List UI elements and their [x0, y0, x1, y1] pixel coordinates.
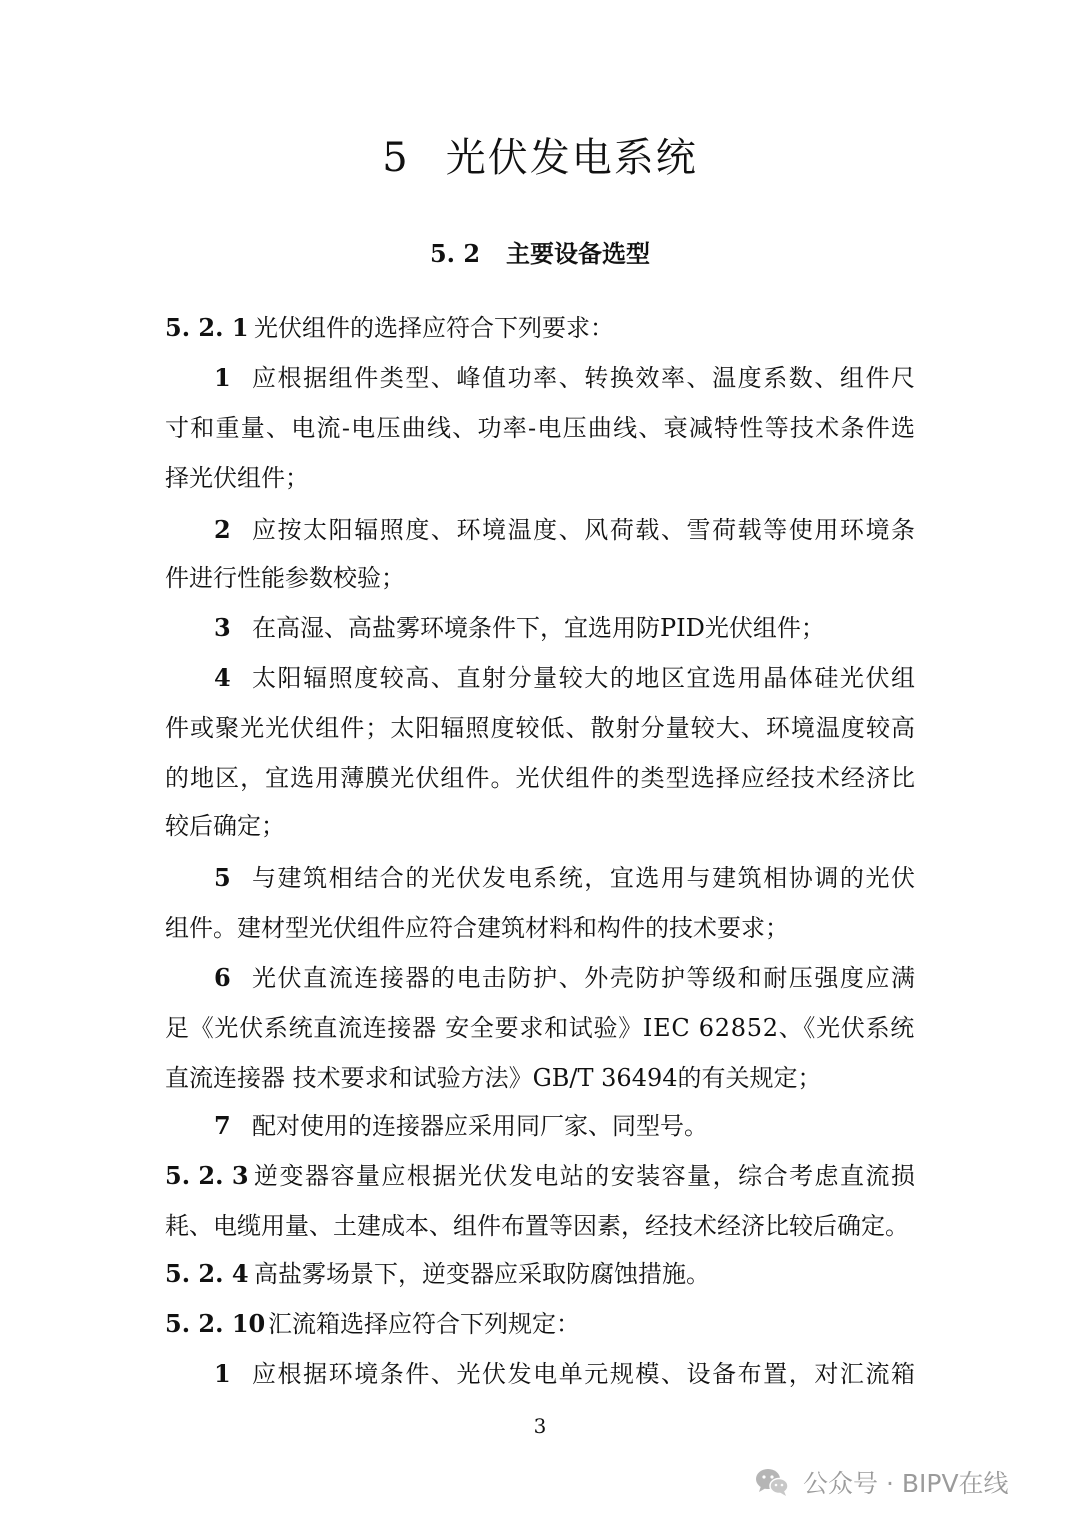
line-text: 的地区，宜选用薄膜光伏组件。光伏组件的类型选择应经技术经济比: [165, 764, 917, 792]
item-number: 5: [214, 863, 231, 892]
line-text: 光伏组件的选择应符合下列要求：: [254, 314, 614, 342]
line-text: 应按太阳辐照度、环境温度、风荷载、雪荷载等使用环境条: [252, 516, 917, 544]
text-line: [0, 310, 1080, 346]
line-text: 寸和重量、电流-电压曲线、功率-电压曲线、衰减特性等技术条件选: [165, 414, 917, 442]
chapter-number: 5: [382, 135, 410, 181]
line-text: 与建筑相结合的光伏发电系统，宜选用与建筑相协调的光伏: [252, 864, 917, 892]
text-line: [0, 1010, 1080, 1046]
item-number: 6: [214, 963, 231, 992]
text-line: [0, 1158, 1080, 1194]
text-line: [0, 910, 1080, 946]
clause-number: 5. 2. 1: [165, 313, 249, 342]
text-line: [0, 410, 1080, 446]
text-line: [0, 808, 1080, 844]
text-line: [0, 460, 1080, 496]
line-text: 组件。建材型光伏组件应符合建筑材料和构件的技术要求；: [165, 914, 789, 942]
item-number: 1: [214, 1359, 231, 1388]
line-text: 配对使用的连接器应采用同厂家、同型号。: [252, 1112, 708, 1140]
wechat-icon: [755, 1467, 789, 1497]
line-text: 择光伏组件；: [165, 464, 309, 492]
line-text: 高盐雾场景下，逆变器应采取防腐蚀措施。: [254, 1260, 710, 1288]
text-line: [0, 560, 1080, 596]
item-number: 4: [214, 663, 231, 692]
section-number: 5. 2: [429, 239, 481, 268]
text-line: [0, 1060, 1080, 1096]
item-number: 7: [214, 1111, 231, 1140]
clause-number: 5. 2. 4: [165, 1259, 249, 1288]
text-line: [0, 1208, 1080, 1244]
page-number: 3: [533, 1414, 547, 1438]
text-line: [0, 960, 1080, 996]
section-title: [0, 236, 1080, 272]
text-line: [0, 1256, 1080, 1292]
clause-number: 5. 2. 3: [165, 1161, 249, 1190]
item-number: 3: [214, 613, 231, 642]
line-text: 太阳辐照度较高、直射分量较大的地区宜选用晶体硅光伏组: [252, 664, 917, 692]
line-text: 应根据环境条件、光伏发电单元规模、设备布置，对汇流箱: [252, 1360, 917, 1388]
text-line: [0, 710, 1080, 746]
text-line: [0, 512, 1080, 548]
watermark-text: 公众号 · BIPV在线: [803, 1469, 1009, 1498]
text-line: [0, 1108, 1080, 1144]
line-text: 件或聚光光伏组件；太阳辐照度较低、散射分量较大、环境温度较高: [165, 714, 917, 742]
line-text: 光伏直流连接器的电击防护、外壳防护等级和耐压强度应满: [252, 964, 917, 992]
clause-number: 5. 2. 10: [165, 1309, 266, 1338]
line-text: 足《光伏系统直流连接器 安全要求和试验》IEC 62852、《光伏系统: [165, 1014, 915, 1042]
item-number: 2: [214, 515, 231, 544]
line-text: 件进行性能参数校验；: [165, 564, 405, 592]
line-text: 直流连接器 技术要求和试验方法》GB/T 36494的有关规定；: [165, 1064, 822, 1092]
text-line: [0, 660, 1080, 696]
text-line: [0, 760, 1080, 796]
line-text: 逆变器容量应根据光伏发电站的安装容量，综合考虑直流损: [254, 1162, 917, 1190]
section-title-text: 主要设备选型: [506, 239, 651, 268]
line-text: 在高湿、高盐雾环境条件下，宜选用防PID光伏组件；: [252, 614, 825, 642]
line-text: 较后确定；: [165, 812, 285, 840]
line-text: 汇流箱选择应符合下列规定：: [268, 1310, 580, 1338]
line-text: 应根据组件类型、峰值功率、转换效率、温度系数、组件尺: [252, 364, 917, 392]
text-line: [0, 610, 1080, 646]
text-line: [0, 1356, 1080, 1392]
line-text: 耗、电缆用量、土建成本、组件布置等因素，经技术经济比较后确定。: [165, 1212, 909, 1240]
item-number: 1: [214, 363, 231, 392]
chapter-title-text: 光伏发电系统: [445, 135, 698, 181]
text-line: [0, 860, 1080, 896]
watermark: [755, 1462, 1009, 1502]
text-line: [0, 360, 1080, 396]
text-line: [0, 1306, 1080, 1342]
chapter-title: [0, 130, 1080, 186]
